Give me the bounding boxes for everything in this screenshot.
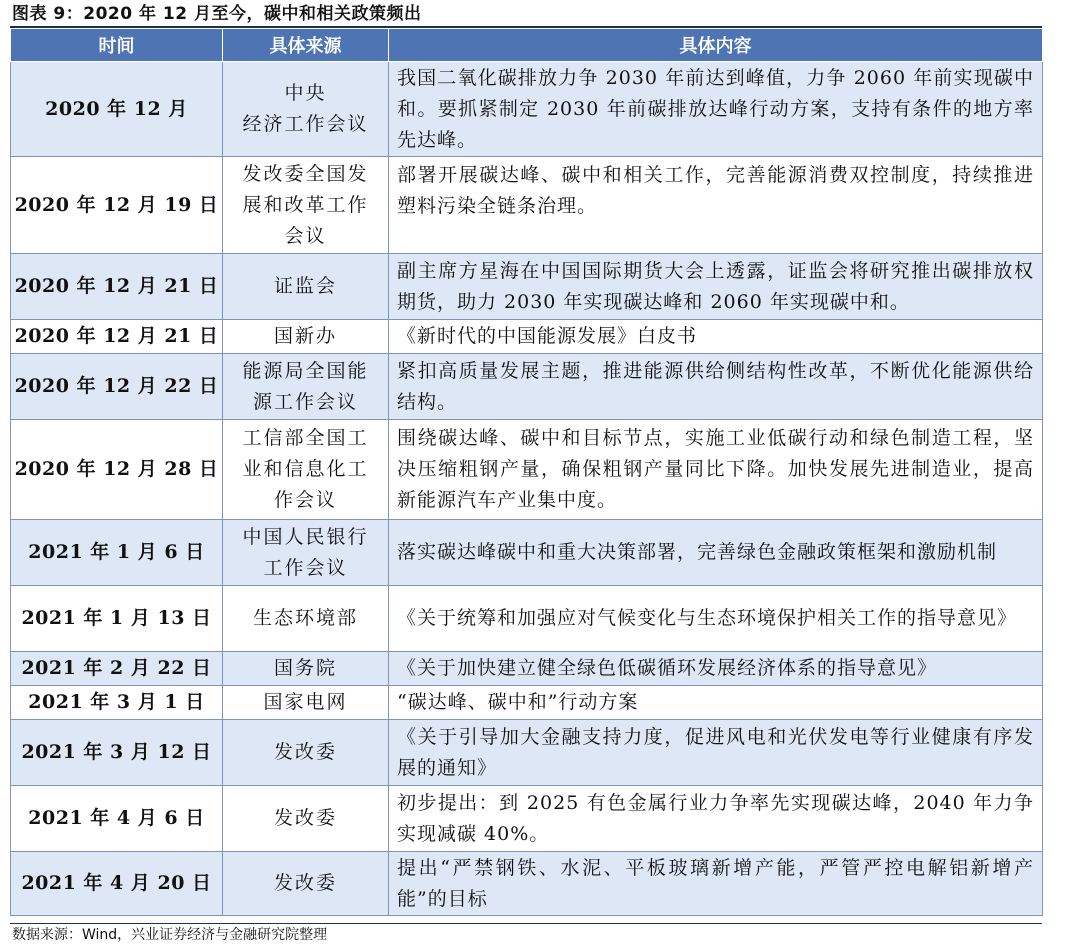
table-row — [11, 586, 1043, 652]
row-content: 提出“严禁钢铁、水泥、平板玻璃新增产能，严管严控电解铝新增产能”的目标 — [389, 852, 1043, 916]
row-source: 国新办 — [223, 320, 389, 354]
row-content: 我国二氧化碳排放力争 2030 年前达到峰值，力争 2060 年前实现碳中和。要抓紧制定 2030 年前碳排放达峰行动方案，支持有条件的地方率先达峰。 — [389, 62, 1043, 157]
row-source: 生态环境部 — [223, 586, 389, 652]
row-time: 2021 年 4 月 6 日 — [11, 786, 223, 852]
row-source: 能源局全国能源工作会议 — [223, 354, 389, 420]
table-row — [11, 852, 1043, 916]
row-content: 落实碳达峰碳中和重大决策部署，完善绿色金融政策框架和激励机制 — [389, 520, 1043, 586]
row-time: 2020 年 12 月 21 日 — [11, 320, 223, 354]
row-time: 2020 年 12 月 21 日 — [11, 254, 223, 320]
row-source: 发改委 — [223, 720, 389, 786]
row-time: 2020 年 12 月 28 日 — [11, 420, 223, 520]
row-source: 中国人民银行工作会议 — [223, 520, 389, 586]
row-content: 初步提出：到 2025 有色金属行业力争率先实现碳达峰，2040 年力争实现减碳 40%。 — [389, 786, 1043, 852]
row-time: 2020 年 12 月 19 日 — [11, 157, 223, 254]
row-content: 围绕碳达峰、碳中和目标节点，实施工业低碳行动和绿色制造工程，坚决压缩粗钢产量，确保粗钢产量同比下降。加快发展先进制造业，提高新能源汽车产业集中度。 — [389, 420, 1043, 520]
data-source-note: 数据来源：Wind，兴业证券经济与金融研究院整理 — [12, 927, 328, 943]
row-time: 2021 年 1 月 6 日 — [11, 520, 223, 586]
row-source: 国家电网 — [223, 686, 389, 720]
row-content: 部署开展碳达峰、碳中和相关工作，完善能源消费双控制度，持续推进塑料污染全链条治理。 — [389, 157, 1043, 254]
table-row — [11, 420, 1043, 520]
row-source: 发改委 — [223, 852, 389, 916]
row-source: 中央 经济工作会议 — [223, 62, 389, 157]
table-row — [11, 786, 1043, 852]
header-time: 时间 — [11, 29, 223, 62]
policy-table — [10, 28, 1043, 916]
header-source: 具体来源 — [223, 29, 389, 62]
table-row — [11, 652, 1043, 686]
table-row — [11, 720, 1043, 786]
table-header-row — [11, 29, 1043, 62]
header-content: 具体内容 — [389, 29, 1043, 62]
row-time: 2021 年 3 月 1 日 — [11, 686, 223, 720]
table-row — [11, 320, 1043, 354]
row-content: 副主席方星海在中国国际期货大会上透露，证监会将研究推出碳排放权期货，助力 2030 年实现碳达峰和 2060 年实现碳中和。 — [389, 254, 1043, 320]
table-row — [11, 254, 1043, 320]
table-row — [11, 520, 1043, 586]
row-content: 《关于加快建立健全绿色低碳循环发展经济体系的指导意见》 — [389, 652, 1043, 686]
footer-divider — [10, 923, 1042, 924]
table-row — [11, 354, 1043, 420]
row-source: 发改委 — [223, 786, 389, 852]
table-row — [11, 157, 1043, 254]
row-time: 2021 年 3 月 12 日 — [11, 720, 223, 786]
row-content: “碳达峰、碳中和”行动方案 — [389, 686, 1043, 720]
row-time: 2021 年 1 月 13 日 — [11, 586, 223, 652]
table-row — [11, 686, 1043, 720]
row-source: 证监会 — [223, 254, 389, 320]
row-time: 2021 年 2 月 22 日 — [11, 652, 223, 686]
row-time: 2020 年 12 月 — [11, 62, 223, 157]
row-source: 发改委全国发展和改革工作会议 — [223, 157, 389, 254]
table-row — [11, 62, 1043, 157]
row-content: 《关于引导加大金融支持力度，促进风电和光伏发电等行业健康有序发展的通知》 — [389, 720, 1043, 786]
row-content: 《新时代的中国能源发展》白皮书 — [389, 320, 1043, 354]
row-source: 国务院 — [223, 652, 389, 686]
row-time: 2020 年 12 月 22 日 — [11, 354, 223, 420]
row-content: 《关于统筹和加强应对气候变化与生态环境保护相关工作的指导意见》 — [389, 586, 1043, 652]
row-content: 紧扣高质量发展主题，推进能源供给侧结构性改革，不断优化能源供给结构。 — [389, 354, 1043, 420]
row-source: 工信部全国工业和信息化工作会议 — [223, 420, 389, 520]
row-time: 2021 年 4 月 20 日 — [11, 852, 223, 916]
figure-caption: 图表 9：2020 年 12 月至今，碳中和相关政策频出 — [12, 4, 422, 24]
